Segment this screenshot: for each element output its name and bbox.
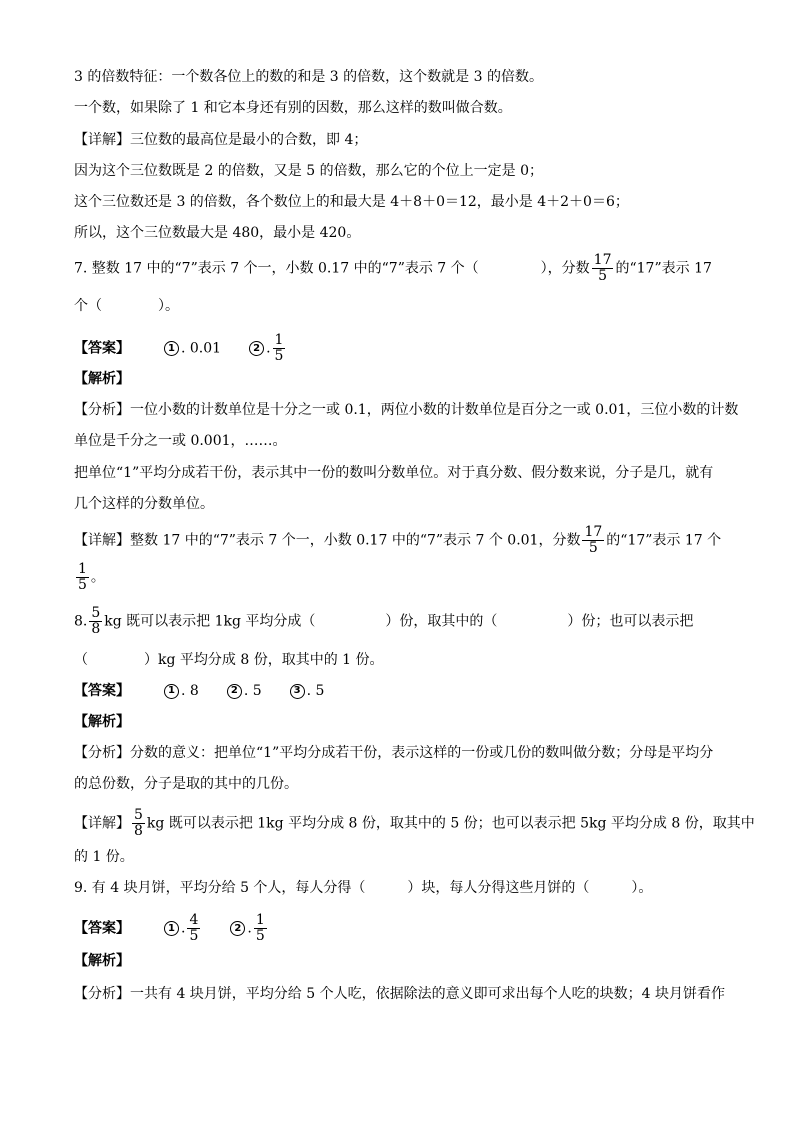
text-line: 3 的倍数特征：一个数各位上的数的和是 3 的倍数，这个数就是 3 的倍数。 bbox=[74, 69, 543, 85]
question-8: 8. $\frac{5}{8}$ kg 既可以表示把 1kg 平均分成（ ）份，取其中的（ ）份；也可以表示把 bbox=[74, 605, 694, 637]
circled-number: 1 bbox=[164, 921, 179, 936]
fraction: $\frac{5}{8}$ bbox=[134, 807, 143, 839]
answer-label: 【答案】 bbox=[74, 683, 130, 699]
analysis-label: 【解析】 bbox=[74, 714, 130, 730]
circled-number: 1 bbox=[164, 684, 179, 699]
fraction: $\frac{1}{5}$ bbox=[78, 561, 87, 593]
analysis-label: 【解析】 bbox=[74, 953, 130, 969]
detail-row: 【详解】整数 17 中的“7”表示 7 个一，小数 0.17 中的“7”表示 7 个 0.01，分数 $\frac{17}{5}$ 的“17”表示 17 个 bbox=[74, 524, 722, 556]
text-line: 【详解】三位数的最高位是最小的合数，即 4； bbox=[74, 132, 368, 148]
text-line: 的总份数，分子是取的其中的几份。 bbox=[74, 776, 298, 792]
text-line: 一个数，如果除了 1 和它本身还有别的因数，那么这样的数叫做合数。 bbox=[74, 100, 512, 116]
fraction: $\frac{5}{8}$ bbox=[91, 605, 101, 637]
circled-number: 1 bbox=[164, 341, 179, 356]
fraction: $\frac{1}{5}$ bbox=[274, 332, 284, 364]
fraction: $\frac{17}{5}$ bbox=[593, 252, 612, 284]
detail-row-2: $\frac{1}{5}$ 。 bbox=[78, 561, 105, 593]
text-line: 这个三位数还是 3 的倍数，各个数位上的和最大是 4＋8＋0＝12，最小是 4＋2＋0＝6； bbox=[74, 194, 629, 210]
answer-row: 【答案】 1 . $\frac{4}{5}$ 2 . $\frac{1}{5}$ bbox=[74, 912, 265, 944]
text-line: 把单位“1”平均分成若干份，表示其中一份的数叫分数单位。对于真分数、假分数来说，分子是几，就有 bbox=[74, 465, 714, 481]
circled-number: 2 bbox=[230, 921, 245, 936]
fraction: $\frac{1}{5}$ bbox=[255, 912, 265, 944]
text-line: 所以，这个三位数最大是 480，最小是 420。 bbox=[74, 225, 361, 241]
question-8-line2: （ ）kg 平均分成 8 份，取其中的 1 份。 bbox=[74, 652, 384, 668]
question-7-line2: 个（ ）。 bbox=[74, 298, 179, 314]
circled-number: 3 bbox=[290, 684, 305, 699]
text-line: 【分析】一位小数的计数单位是十分之一或 0.1，两位小数的计数单位是百分之一或 0.01，三位小数的计数 bbox=[74, 402, 739, 418]
text-line: 【分析】分数的意义：把单位“1”平均分成若干份，表示这样的一份或几份的数叫做分数；分母是平均分 bbox=[74, 745, 714, 761]
text-line: 因为这个三位数既是 2 的倍数，又是 5 的倍数，那么它的个位上一定是 0； bbox=[74, 163, 543, 179]
circled-number: 2 bbox=[227, 684, 242, 699]
answer-row: 【答案】 1 . 8 2 . 5 3 . 5 bbox=[74, 683, 325, 699]
text-line: 单位是千分之一或 0.001，……。 bbox=[74, 433, 287, 449]
text-line: 【分析】一共有 4 块月饼，平均分给 5 个人吃，依据除法的意义即可求出每个人吃的块数；4 块月饼看作 bbox=[74, 986, 725, 1002]
circled-number: 2 bbox=[249, 341, 264, 356]
answer-row: 【答案】 1 . 0.01 2 . $\frac{1}{5}$ bbox=[74, 332, 284, 364]
text-line: 几个这样的分数单位。 bbox=[74, 496, 214, 512]
text-line: 的 1 份。 bbox=[74, 849, 134, 865]
analysis-label: 【解析】 bbox=[74, 371, 130, 387]
fraction: $\frac{4}{5}$ bbox=[189, 912, 199, 944]
question-7: 7. 整数 17 中的“7”表示 7 个一，小数 0.17 中的“7”表示 7 个（ ），分数 $\frac{17}{5}$ 的“17”表示 17 bbox=[74, 252, 712, 284]
detail-row: 【详解】 $\frac{5}{8}$ kg 既可以表示把 1kg 平均分成 8 份，取其中的 5 份；也可以表示把 5kg 平均分成 8 份，取其中 bbox=[74, 807, 755, 839]
fraction: $\frac{17}{5}$ bbox=[584, 524, 603, 556]
answer-label: 【答案】 bbox=[74, 920, 130, 937]
answer-label: 【答案】 bbox=[74, 340, 130, 357]
question-9: 9. 有 4 块月饼，平均分给 5 个人，每人分得（ ）块，每人分得这些月饼的（ ）。 bbox=[74, 880, 653, 896]
